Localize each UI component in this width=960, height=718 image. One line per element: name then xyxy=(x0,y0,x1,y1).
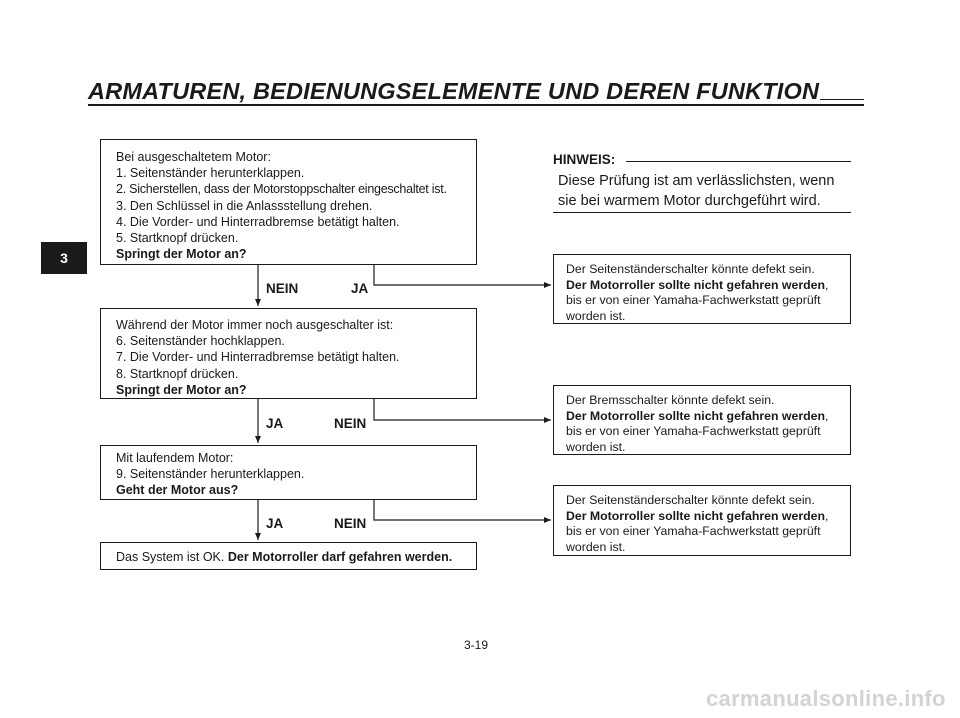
step1-question: Springt der Motor an? xyxy=(116,247,247,262)
result-ok-bold: Der Motorroller darf gefahren werden. xyxy=(227,550,453,564)
fault-comma: , xyxy=(824,508,829,523)
step3-line: 9. Seitenständer herunterklappen. xyxy=(116,467,305,482)
note-label: HINWEIS: xyxy=(553,152,616,167)
fault-line: worden ist. xyxy=(566,439,626,454)
note-rule-bottom xyxy=(553,212,851,213)
step3-no-label: NEIN xyxy=(334,516,367,531)
step2-line: Während der Motor immer noch ausgeschalter ist: xyxy=(116,318,394,332)
step1-line: 4. Die Vorder- und Hinterradbremse betätigt halten. xyxy=(116,214,400,229)
step1-line: Bei ausgeschaltetem Motor: xyxy=(116,150,271,164)
arrow-step1-to-fault1 xyxy=(374,265,551,285)
step1-line: 5. Startknopf drücken. xyxy=(116,231,239,246)
step3-yes-label: JA xyxy=(266,516,284,531)
step2-line: 6. Seitenständer hochklappen. xyxy=(116,334,285,349)
watermark: carmanualsonline.info xyxy=(706,686,946,711)
page-number: 3-19 xyxy=(464,638,489,652)
note-line: Diese Prüfung ist am verlässlichsten, wenn xyxy=(558,173,835,189)
step2-no-label: NEIN xyxy=(334,416,367,431)
step3-box xyxy=(100,445,477,500)
fault-box-brake xyxy=(553,385,851,455)
step1-line: 3. Den Schlüssel in die Anlassstellung drehen. xyxy=(116,198,373,213)
step2-yes-label: JA xyxy=(266,416,284,431)
arrow-step3-to-fault3 xyxy=(374,500,551,520)
step1-line: 2. Sicherstellen, dass der Motorstoppschalter eingeschaltet ist. xyxy=(116,182,447,197)
fault-line: worden ist. xyxy=(566,539,626,554)
step1-box xyxy=(100,139,477,265)
fault-line: Der Seitenständerschalter könnte defekt sein. xyxy=(566,493,815,507)
fault-warning: Der Motorroller sollte nicht gefahren werden xyxy=(566,408,825,423)
fault-line: worden ist. xyxy=(566,308,626,323)
arrow-step2-to-fault2 xyxy=(374,399,551,420)
step2-line: 7. Die Vorder- und Hinterradbremse betätigt halten. xyxy=(116,350,400,365)
step1-line: 1. Seitenständer herunterklappen. xyxy=(116,166,305,181)
fault-line: bis er von einer Yamaha-Fachwerkstatt geprüft xyxy=(566,293,821,308)
step2-line: 8. Startknopf drücken. xyxy=(116,366,239,381)
result-ok-box xyxy=(100,542,477,570)
step3-line: Mit laufendem Motor: xyxy=(116,451,234,465)
step1-no-label: NEIN xyxy=(266,281,299,296)
fault-warning: Der Motorroller sollte nicht gefahren werden xyxy=(566,277,825,292)
fault-line: Der Seitenständerschalter könnte defekt sein. xyxy=(566,262,815,276)
chapter-tab: 3 xyxy=(41,242,87,274)
fault-line: Der Bremsschalter könnte defekt sein. xyxy=(566,393,775,407)
fault-box-sidestand xyxy=(553,254,851,324)
note-line: sie bei warmem Motor durchgeführt wird. xyxy=(558,193,821,209)
fault-comma: , xyxy=(824,408,829,423)
step1-yes-label: JA xyxy=(351,281,369,296)
fault-box-sidestand-2 xyxy=(553,485,851,556)
result-ok-text: Das System ist OK. xyxy=(116,550,228,564)
note-text xyxy=(558,171,834,211)
fault-line: bis er von einer Yamaha-Fachwerkstatt geprüft xyxy=(566,424,821,439)
fault-comma: , xyxy=(824,277,829,292)
page-title: ARMATUREN, BEDIENUNGSELEMENTE UND DEREN FUNKTION xyxy=(88,78,820,104)
fault-warning: Der Motorroller sollte nicht gefahren werden xyxy=(566,508,825,523)
step3-question: Geht der Motor aus? xyxy=(116,483,239,498)
step2-question: Springt der Motor an? xyxy=(116,382,247,397)
fault-line: bis er von einer Yamaha-Fachwerkstatt geprüft xyxy=(566,524,821,539)
note-rule-top xyxy=(626,161,851,162)
step2-box xyxy=(100,308,477,399)
